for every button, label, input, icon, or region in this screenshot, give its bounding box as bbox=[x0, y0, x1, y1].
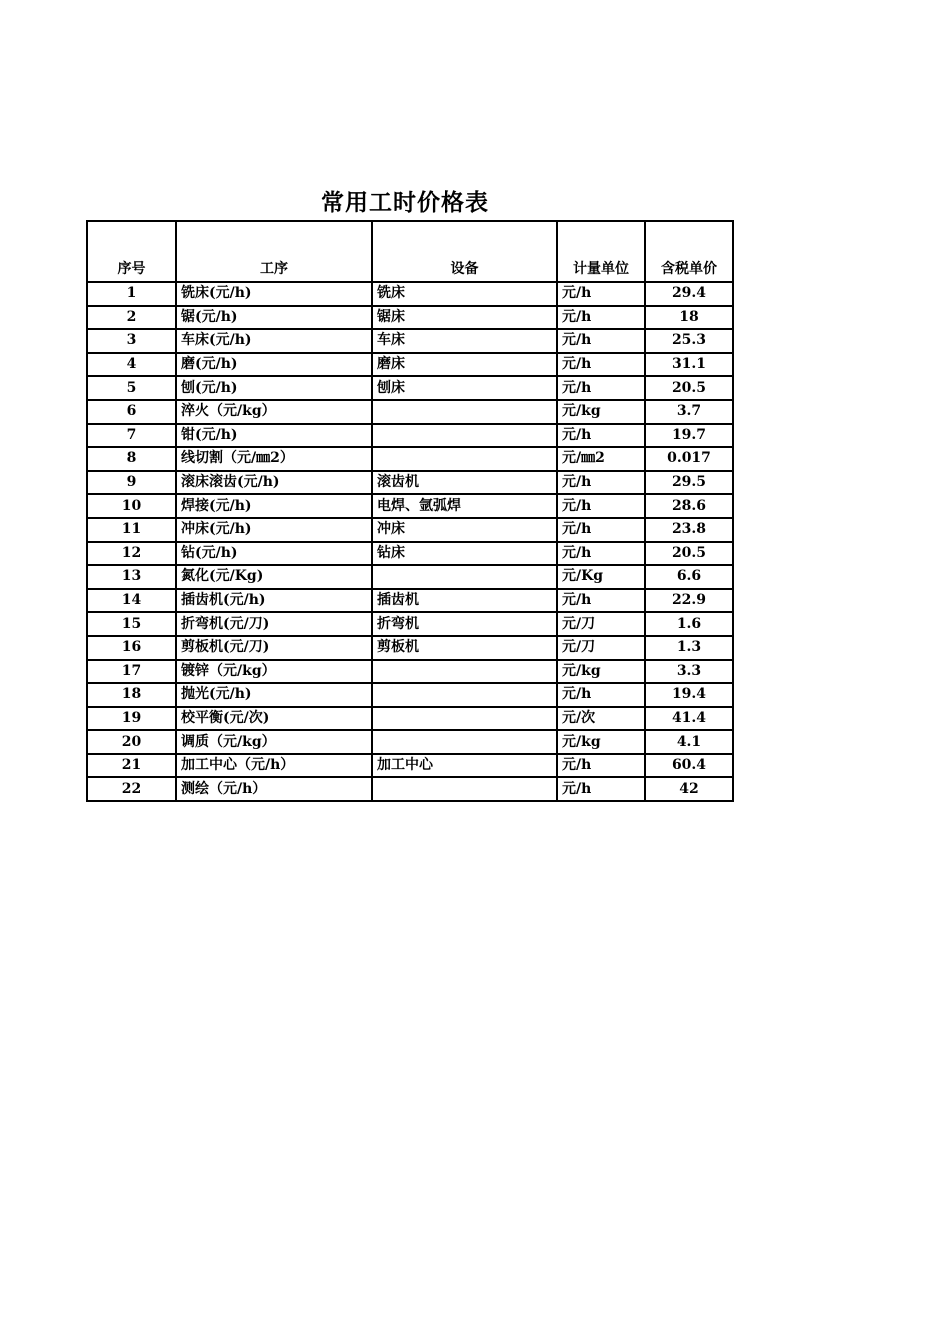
cell-equipment: 钻床 bbox=[372, 542, 557, 566]
cell-no: 3 bbox=[87, 329, 176, 353]
cell-equipment bbox=[372, 565, 557, 589]
cell-process: 冲床(元/h) bbox=[176, 518, 372, 542]
table-row bbox=[87, 353, 733, 377]
cell-unit: 元/h bbox=[557, 683, 645, 707]
cell-process: 焊接(元/h) bbox=[176, 494, 372, 518]
cell-price: 28.6 bbox=[645, 494, 733, 518]
cell-unit: 元/h bbox=[557, 518, 645, 542]
cell-price: 1.6 bbox=[645, 612, 733, 636]
cell-price: 18 bbox=[645, 306, 733, 330]
table-row bbox=[87, 376, 733, 400]
table-row bbox=[87, 754, 733, 778]
cell-price: 41.4 bbox=[645, 707, 733, 731]
table-row bbox=[87, 636, 733, 660]
cell-process: 抛光(元/h) bbox=[176, 683, 372, 707]
cell-equipment: 电焊、氩弧焊 bbox=[372, 494, 557, 518]
table-row bbox=[87, 612, 733, 636]
cell-process: 调质（元/kg） bbox=[176, 730, 372, 754]
table-row bbox=[87, 518, 733, 542]
cell-process: 线切割（元/㎜2） bbox=[176, 447, 372, 471]
table-row bbox=[87, 565, 733, 589]
cell-process: 车床(元/h) bbox=[176, 329, 372, 353]
cell-equipment bbox=[372, 707, 557, 731]
cell-no: 15 bbox=[87, 612, 176, 636]
cell-process: 钳(元/h) bbox=[176, 424, 372, 448]
table-row bbox=[87, 329, 733, 353]
cell-no: 10 bbox=[87, 494, 176, 518]
cell-equipment: 滚齿机 bbox=[372, 471, 557, 495]
cell-unit: 元/刀 bbox=[557, 636, 645, 660]
cell-equipment: 加工中心 bbox=[372, 754, 557, 778]
cell-no: 2 bbox=[87, 306, 176, 330]
cell-process: 淬火（元/kg） bbox=[176, 400, 372, 424]
cell-no: 8 bbox=[87, 447, 176, 471]
cell-price: 3.3 bbox=[645, 660, 733, 684]
header-process: 工序 bbox=[176, 221, 372, 282]
cell-equipment: 插齿机 bbox=[372, 589, 557, 613]
header-equipment: 设备 bbox=[372, 221, 557, 282]
table-row bbox=[87, 777, 733, 801]
table-row bbox=[87, 707, 733, 731]
cell-unit: 元/刀 bbox=[557, 612, 645, 636]
cell-unit: 元/h bbox=[557, 329, 645, 353]
cell-no: 4 bbox=[87, 353, 176, 377]
cell-no: 13 bbox=[87, 565, 176, 589]
cell-no: 20 bbox=[87, 730, 176, 754]
table-row bbox=[87, 306, 733, 330]
cell-equipment bbox=[372, 400, 557, 424]
cell-price: 20.5 bbox=[645, 376, 733, 400]
cell-no: 19 bbox=[87, 707, 176, 731]
table-body bbox=[87, 282, 733, 801]
cell-no: 18 bbox=[87, 683, 176, 707]
cell-unit: 元/㎜2 bbox=[557, 447, 645, 471]
cell-no: 1 bbox=[87, 282, 176, 306]
table-row bbox=[87, 424, 733, 448]
cell-process: 镀锌（元/kg） bbox=[176, 660, 372, 684]
cell-equipment: 铣床 bbox=[372, 282, 557, 306]
cell-equipment bbox=[372, 683, 557, 707]
cell-price: 6.6 bbox=[645, 565, 733, 589]
cell-process: 滚床滚齿(元/h) bbox=[176, 471, 372, 495]
cell-equipment: 刨床 bbox=[372, 376, 557, 400]
table-row bbox=[87, 494, 733, 518]
table-header-row bbox=[87, 221, 733, 282]
cell-process: 磨(元/h) bbox=[176, 353, 372, 377]
cell-process: 锯(元/h) bbox=[176, 306, 372, 330]
header-no: 序号 bbox=[87, 221, 176, 282]
table-row bbox=[87, 683, 733, 707]
cell-no: 9 bbox=[87, 471, 176, 495]
cell-price: 31.1 bbox=[645, 353, 733, 377]
cell-equipment: 冲床 bbox=[372, 518, 557, 542]
cell-no: 14 bbox=[87, 589, 176, 613]
cell-equipment bbox=[372, 447, 557, 471]
cell-price: 42 bbox=[645, 777, 733, 801]
cell-price: 22.9 bbox=[645, 589, 733, 613]
cell-no: 6 bbox=[87, 400, 176, 424]
cell-process: 钻(元/h) bbox=[176, 542, 372, 566]
table-row bbox=[87, 400, 733, 424]
cell-unit: 元/次 bbox=[557, 707, 645, 731]
cell-process: 加工中心（元/h） bbox=[176, 754, 372, 778]
table-row bbox=[87, 447, 733, 471]
cell-unit: 元/h bbox=[557, 353, 645, 377]
cell-equipment: 磨床 bbox=[372, 353, 557, 377]
cell-price: 1.3 bbox=[645, 636, 733, 660]
cell-process: 刨(元/h) bbox=[176, 376, 372, 400]
cell-unit: 元/Kg bbox=[557, 565, 645, 589]
cell-price: 3.7 bbox=[645, 400, 733, 424]
table-row bbox=[87, 282, 733, 306]
cell-equipment bbox=[372, 660, 557, 684]
cell-process: 折弯机(元/刀) bbox=[176, 612, 372, 636]
cell-unit: 元/h bbox=[557, 754, 645, 778]
cell-process: 校平衡(元/次) bbox=[176, 707, 372, 731]
cell-equipment bbox=[372, 730, 557, 754]
cell-equipment bbox=[372, 424, 557, 448]
table-row bbox=[87, 730, 733, 754]
cell-no: 12 bbox=[87, 542, 176, 566]
cell-no: 16 bbox=[87, 636, 176, 660]
page-title: 常用工时价格表 bbox=[321, 189, 489, 216]
cell-no: 11 bbox=[87, 518, 176, 542]
cell-unit: 元/h bbox=[557, 282, 645, 306]
cell-unit: 元/h bbox=[557, 494, 645, 518]
cell-price: 60.4 bbox=[645, 754, 733, 778]
cell-price: 4.1 bbox=[645, 730, 733, 754]
cell-process: 铣床(元/h) bbox=[176, 282, 372, 306]
table-row bbox=[87, 471, 733, 495]
cell-no: 21 bbox=[87, 754, 176, 778]
cell-equipment: 锯床 bbox=[372, 306, 557, 330]
cell-unit: 元/h bbox=[557, 777, 645, 801]
cell-no: 7 bbox=[87, 424, 176, 448]
table-row bbox=[87, 589, 733, 613]
cell-unit: 元/h bbox=[557, 589, 645, 613]
price-table bbox=[86, 220, 734, 802]
cell-equipment: 折弯机 bbox=[372, 612, 557, 636]
cell-no: 22 bbox=[87, 777, 176, 801]
cell-equipment bbox=[372, 777, 557, 801]
table-row bbox=[87, 542, 733, 566]
header-price: 含税单价 bbox=[645, 221, 733, 282]
cell-no: 17 bbox=[87, 660, 176, 684]
cell-unit: 元/h bbox=[557, 424, 645, 448]
cell-process: 插齿机(元/h) bbox=[176, 589, 372, 613]
cell-price: 29.5 bbox=[645, 471, 733, 495]
cell-unit: 元/h bbox=[557, 542, 645, 566]
cell-price: 0.017 bbox=[645, 447, 733, 471]
cell-no: 5 bbox=[87, 376, 176, 400]
cell-price: 19.7 bbox=[645, 424, 733, 448]
cell-unit: 元/kg bbox=[557, 660, 645, 684]
cell-price: 19.4 bbox=[645, 683, 733, 707]
cell-price: 20.5 bbox=[645, 542, 733, 566]
cell-unit: 元/h bbox=[557, 306, 645, 330]
cell-price: 29.4 bbox=[645, 282, 733, 306]
cell-unit: 元/h bbox=[557, 376, 645, 400]
cell-equipment: 车床 bbox=[372, 329, 557, 353]
table-row bbox=[87, 660, 733, 684]
cell-price: 23.8 bbox=[645, 518, 733, 542]
cell-process: 氮化(元/Kg) bbox=[176, 565, 372, 589]
cell-equipment: 剪板机 bbox=[372, 636, 557, 660]
cell-unit: 元/kg bbox=[557, 400, 645, 424]
cell-process: 测绘（元/h） bbox=[176, 777, 372, 801]
cell-unit: 元/h bbox=[557, 471, 645, 495]
header-unit: 计量单位 bbox=[557, 221, 645, 282]
cell-price: 25.3 bbox=[645, 329, 733, 353]
cell-process: 剪板机(元/刀) bbox=[176, 636, 372, 660]
cell-unit: 元/kg bbox=[557, 730, 645, 754]
